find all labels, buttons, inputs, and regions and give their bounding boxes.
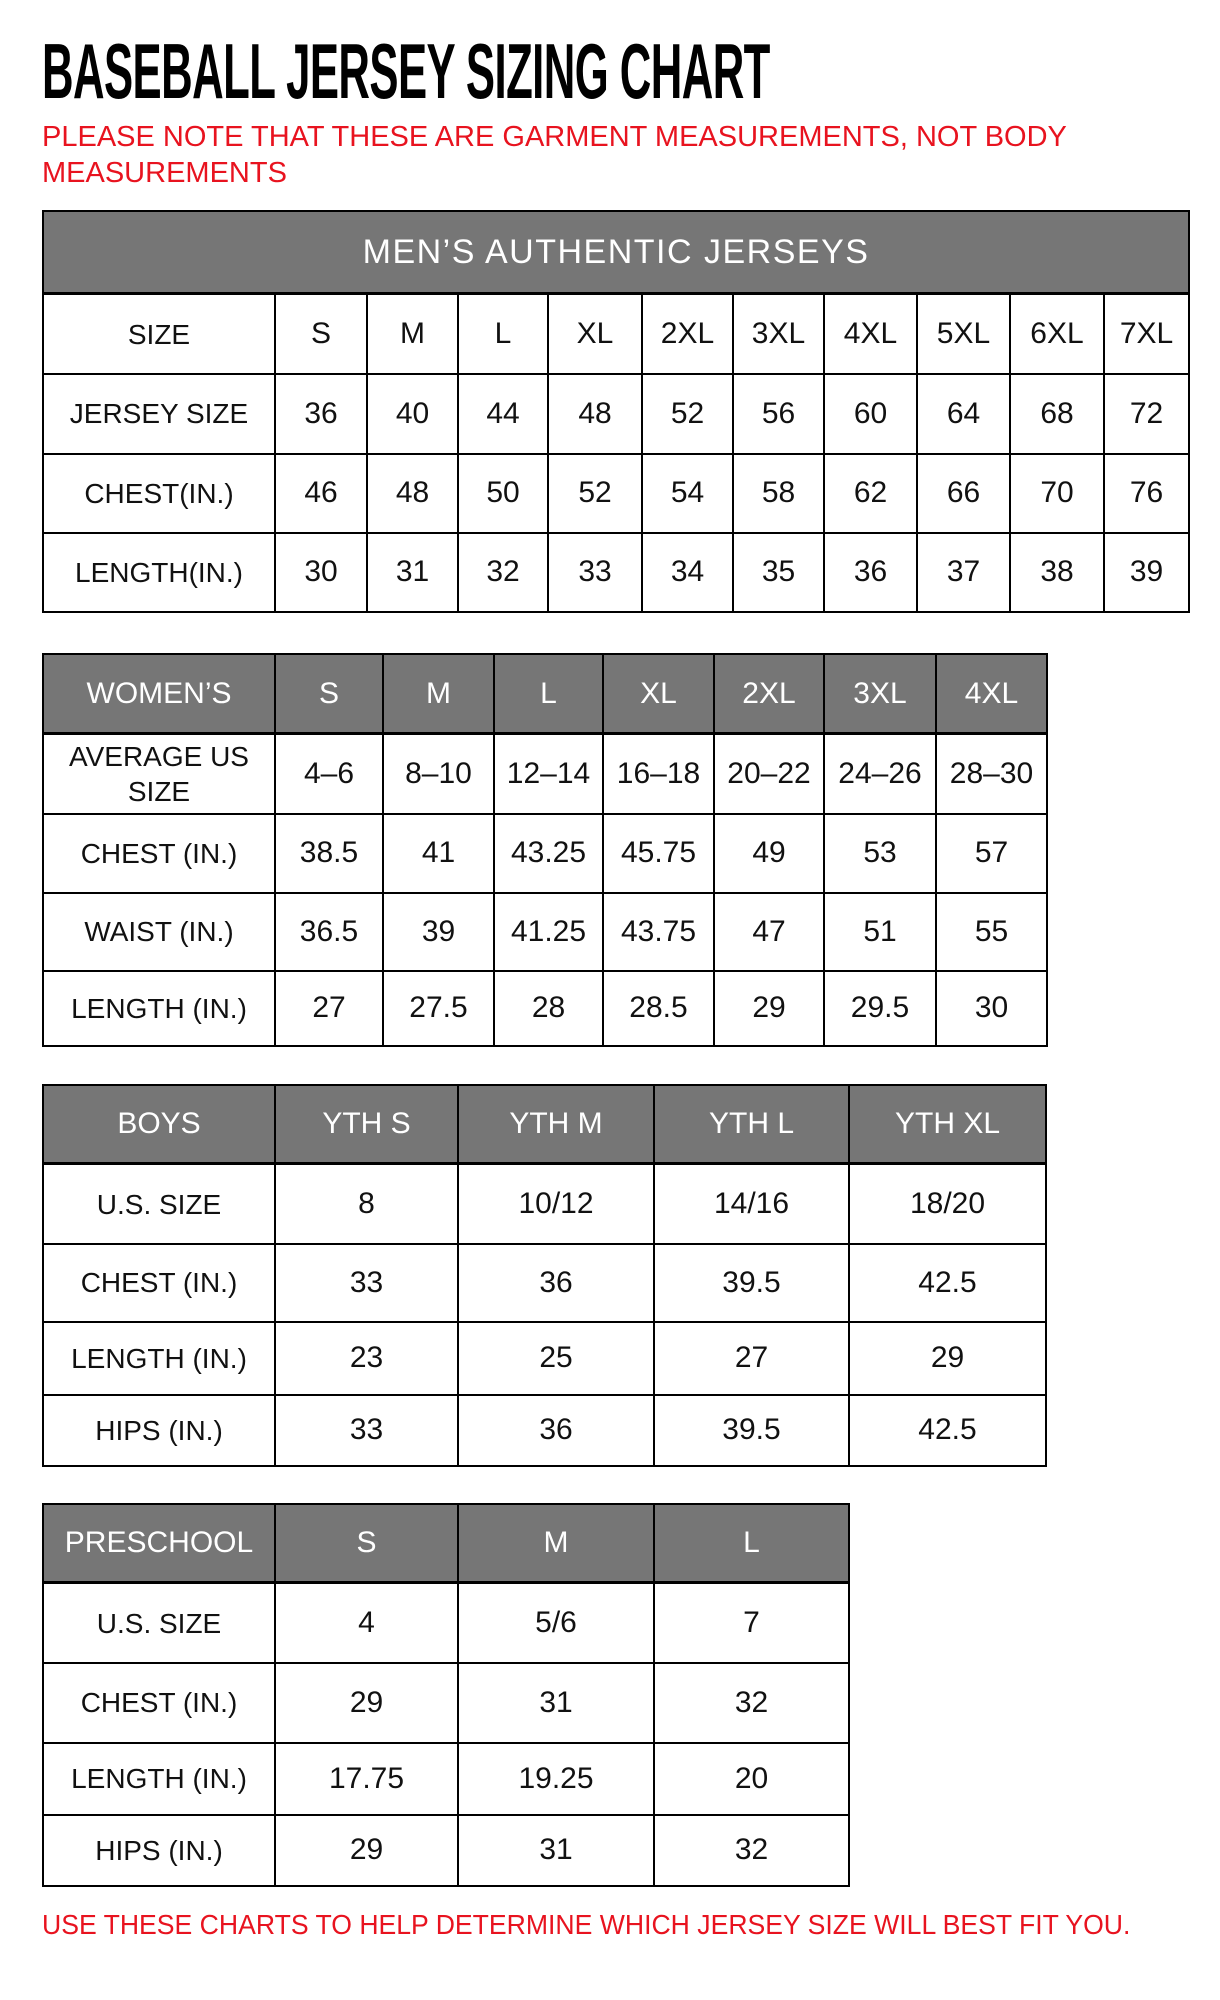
size-value: 57 [936,814,1047,893]
table-row [43,1663,849,1743]
size-value: 41.25 [494,893,603,971]
size-value: 5XL [917,294,1010,374]
size-value: 39 [1104,533,1189,612]
table-row [43,1743,849,1815]
table-row [43,1164,1046,1244]
size-value: 36 [275,374,367,454]
size-value: 33 [275,1395,458,1466]
size-value: 36 [458,1244,654,1322]
size-value: 32 [654,1663,849,1743]
size-value: 46 [275,454,367,533]
row-label: CHEST(IN.) [43,454,275,533]
size-value: 24–26 [824,734,936,814]
row-label: U.S. SIZE [43,1583,275,1663]
size-value: 19.25 [458,1743,654,1815]
row-label: CHEST (IN.) [43,814,275,893]
table-row [43,1815,849,1886]
size-value: 64 [917,374,1010,454]
size-value: 33 [548,533,642,612]
size-value: 32 [458,533,548,612]
column-header: M [458,1504,654,1583]
row-label: AVERAGE US SIZE [43,734,275,814]
row-label: CHEST (IN.) [43,1663,275,1743]
mens-table-section [42,210,1184,613]
size-value: 44 [458,374,548,454]
size-value: 31 [458,1663,654,1743]
size-value: 38 [1010,533,1104,612]
row-label: U.S. SIZE [43,1164,275,1244]
size-value: 38.5 [275,814,383,893]
size-value: 29 [275,1815,458,1886]
size-value: 52 [642,374,733,454]
size-value: 53 [824,814,936,893]
womens-table-section [42,653,1184,1047]
size-value: 56 [733,374,824,454]
size-value: 39 [383,893,494,971]
size-value: 27.5 [383,971,494,1046]
size-value: 45.75 [603,814,714,893]
size-value: 5/6 [458,1583,654,1663]
size-value: 34 [642,533,733,612]
boys-table-section [42,1084,1184,1467]
size-value: 28–30 [936,734,1047,814]
size-value: 8 [275,1164,458,1244]
row-label: LENGTH (IN.) [43,1743,275,1815]
size-value: 29 [849,1322,1046,1395]
size-value: 16–18 [603,734,714,814]
mens-table-banner: MEN’S AUTHENTIC JERSEYS [43,211,1189,294]
column-header: XL [603,654,714,734]
preschool-table-section [42,1503,1184,1887]
size-value: 39.5 [654,1244,849,1322]
table-row [43,454,1189,533]
column-header: S [275,1504,458,1583]
size-value: 31 [458,1815,654,1886]
size-value: 27 [654,1322,849,1395]
table-row [43,1583,849,1663]
size-value: 60 [824,374,917,454]
size-value: 76 [1104,454,1189,533]
row-label: HIPS (IN.) [43,1395,275,1466]
boys-header-label: BOYS [43,1085,275,1164]
size-value: 7XL [1104,294,1189,374]
page-title: BASEBALL JERSEY SIZING CHART [42,27,770,115]
size-value: 30 [275,533,367,612]
size-value: 29 [714,971,824,1046]
row-label: WAIST (IN.) [43,893,275,971]
size-value: 18/20 [849,1164,1046,1244]
size-value: 36 [458,1395,654,1466]
column-header: M [383,654,494,734]
preschool-header-label: PRESCHOOL [43,1504,275,1583]
size-value: 33 [275,1244,458,1322]
size-value: 55 [936,893,1047,971]
size-value: 2XL [642,294,733,374]
size-value: 17.75 [275,1743,458,1815]
table-row [43,374,1189,454]
size-value: 36.5 [275,893,383,971]
size-value: 66 [917,454,1010,533]
boys-sizing-table [42,1084,1047,1467]
size-value: 70 [1010,454,1104,533]
size-value: 50 [458,454,548,533]
table-row [43,971,1047,1046]
size-value: 62 [824,454,917,533]
size-value: 25 [458,1322,654,1395]
table-row [43,893,1047,971]
size-value: S [275,294,367,374]
column-header: 3XL [824,654,936,734]
size-value: 32 [654,1815,849,1886]
preschool-sizing-table [42,1503,850,1887]
size-value: 14/16 [654,1164,849,1244]
size-value: 23 [275,1322,458,1395]
table-row [43,1395,1046,1466]
size-value: 48 [367,454,458,533]
size-value: 8–10 [383,734,494,814]
table-row [43,1244,1046,1322]
table-row [43,814,1047,893]
size-value: 58 [733,454,824,533]
fit-advice-footer: USE THESE CHARTS TO HELP DETERMINE WHICH JERSEY SIZE WILL BEST FIT YOU. [42,1908,1131,1940]
mens-sizing-table [42,210,1190,613]
column-header: S [275,654,383,734]
garment-measurements-note: PLEASE NOTE THAT THESE ARE GARMENT MEASUREMENTS, NOT BODY MEASUREMENTS [42,120,1067,189]
row-label: LENGTH(IN.) [43,533,275,612]
size-value: 29 [275,1663,458,1743]
size-value: 28 [494,971,603,1046]
table-row [43,294,1189,374]
table-row [43,1322,1046,1395]
row-label: SIZE [43,294,275,374]
row-label: LENGTH (IN.) [43,1322,275,1395]
size-value: 3XL [733,294,824,374]
size-value: 27 [275,971,383,1046]
size-value: 43.25 [494,814,603,893]
size-value: M [367,294,458,374]
size-value: 37 [917,533,1010,612]
size-value: 40 [367,374,458,454]
size-value: 52 [548,454,642,533]
size-value: 4–6 [275,734,383,814]
size-value: 20 [654,1743,849,1815]
size-value: 4XL [824,294,917,374]
size-value: 68 [1010,374,1104,454]
size-value: 41 [383,814,494,893]
row-label: JERSEY SIZE [43,374,275,454]
size-value: 39.5 [654,1395,849,1466]
womens-sizing-table [42,653,1048,1047]
table-row [43,533,1189,612]
size-value: 20–22 [714,734,824,814]
size-value: 29.5 [824,971,936,1046]
column-header: L [654,1504,849,1583]
size-value: 42.5 [849,1395,1046,1466]
womens-header-label: WOMEN’S [43,654,275,734]
size-value: 42.5 [849,1244,1046,1322]
size-value: 4 [275,1583,458,1663]
size-value: 48 [548,374,642,454]
size-value: L [458,294,548,374]
size-value: 47 [714,893,824,971]
size-value: 43.75 [603,893,714,971]
column-header: YTH L [654,1085,849,1164]
size-value: XL [548,294,642,374]
size-value: 28.5 [603,971,714,1046]
column-header: YTH S [275,1085,458,1164]
size-value: 7 [654,1583,849,1663]
row-label: HIPS (IN.) [43,1815,275,1886]
table-row [43,734,1047,814]
row-label: CHEST (IN.) [43,1244,275,1322]
size-value: 49 [714,814,824,893]
size-value: 35 [733,533,824,612]
row-label: LENGTH (IN.) [43,971,275,1046]
column-header: 2XL [714,654,824,734]
column-header: 4XL [936,654,1047,734]
size-value: 6XL [1010,294,1104,374]
size-value: 31 [367,533,458,612]
column-header: L [494,654,603,734]
column-header: YTH M [458,1085,654,1164]
size-value: 51 [824,893,936,971]
size-value: 72 [1104,374,1189,454]
size-value: 54 [642,454,733,533]
size-value: 36 [824,533,917,612]
size-value: 12–14 [494,734,603,814]
size-value: 10/12 [458,1164,654,1244]
page-content [0,26,1220,1941]
size-value: 30 [936,971,1047,1046]
column-header: YTH XL [849,1085,1046,1164]
